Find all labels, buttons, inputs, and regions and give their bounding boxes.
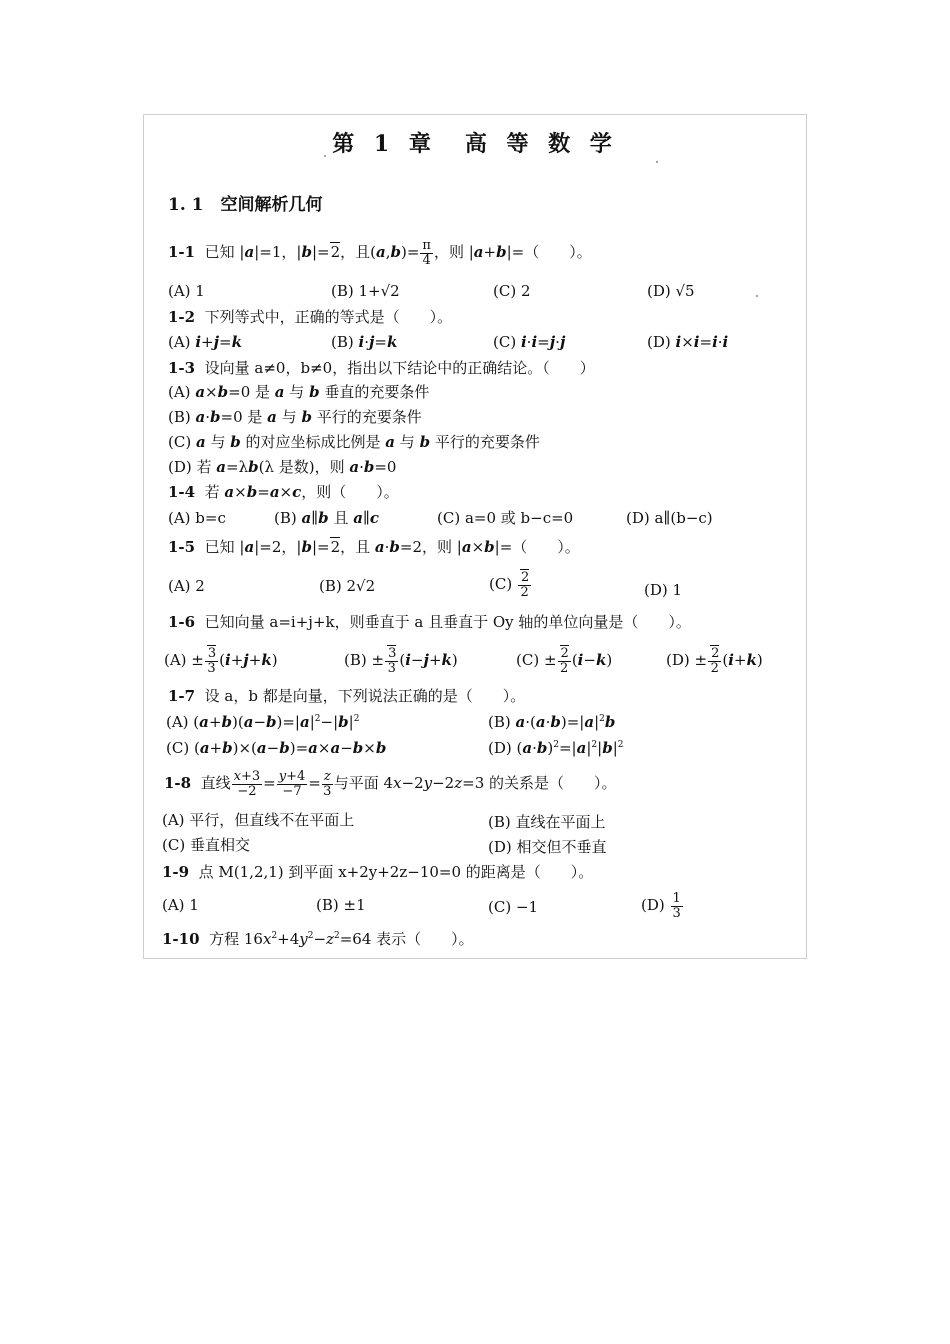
question-stem: 下列等式中，正确的等式是（ ）。 <box>204 308 453 326</box>
option-c: (C) 垂直相交 <box>162 836 250 854</box>
option-d: (D) $\frac{1}{3}$ <box>641 891 681 921</box>
section-title: 1. 1 空间解析几何 <box>168 195 323 215</box>
option-d: (D) $(a\cdot b)^2=|a|^2|b|^2$ <box>488 739 624 757</box>
scan-speck <box>324 155 326 157</box>
question-1-5: 1-5 已知 |a|=2，|b|=2，且 a·b=2，则 |a×b|=（ ）。 <box>168 538 580 556</box>
option-a: (A) ± $\frac{3}{3}$ (i+j+k) <box>164 646 278 676</box>
question-1-4: 1-4 若 a×b=a×c，则（ ）。 <box>168 483 399 501</box>
scan-speck <box>756 295 758 297</box>
option-d: (D) 若 a=λb(λ 是数)，则 a·b=0 <box>168 458 397 476</box>
document-page <box>143 114 807 959</box>
question-number: 1-10 <box>162 930 200 948</box>
option-c: (C) a 与 b 的对应坐标成比例是 a 与 b 平行的充要条件 <box>168 433 540 451</box>
option-b: (B) ±1 <box>316 896 366 914</box>
option-a: (A) 1 <box>168 282 205 300</box>
question-number: 1-4 <box>168 483 196 501</box>
question-1-3 <box>168 361 595 376</box>
option-b: (B) a∥b 且 a∥c <box>274 509 380 527</box>
question-number: 1-5 <box>168 538 196 556</box>
question-stem: 设 a，b 都是向量，下列说法正确的是（ ）。 <box>204 687 526 705</box>
option-b: (B) a·b=0 是 a 与 b 平行的充要条件 <box>168 408 422 426</box>
option-c: (C) −1 <box>488 898 539 916</box>
question-number: 1-2 <box>168 308 196 326</box>
option-a: (A) $(a+b)(a-b)=|a|^2-|b|^2$ <box>166 713 360 731</box>
option-d: (D) 相交但不垂直 <box>488 838 607 856</box>
option-b: (B) i·j=k <box>331 333 398 351</box>
chapter-title: 第 1 章 高 等 数 学 <box>332 131 618 157</box>
option-d: (D) a∥(b−c) <box>626 509 713 527</box>
question-1-10: 1-10 方程 $16x^2+4y^2-z^2=64$ 表示（ ）。 <box>162 930 474 948</box>
option-a: (A) 2 <box>168 577 205 595</box>
option-c: (C) i·i=j·j <box>493 333 566 351</box>
option-b: (B) 2√2 <box>319 577 376 595</box>
option-d: (D) √5 <box>647 282 695 300</box>
option-d: (D) ± $\frac{2}{2}$ (i+k) <box>666 646 763 676</box>
scan-speck <box>656 161 658 163</box>
option-a: (A) b=c <box>168 509 226 527</box>
question-stem: 已知向量 a=i+j+k，则垂直于 a 且垂直于 Oy 轴的单位向量是（ ）。 <box>204 613 691 631</box>
option-c: (C) $\frac{2}{2}$ <box>489 570 530 600</box>
question-number: 1-9 <box>162 863 190 881</box>
option-c: (C) a=0 或 b−c=0 <box>437 509 574 527</box>
option-a: (A) a×b=0 是 a 与 b 垂直的充要条件 <box>168 383 430 401</box>
option-a: (A) 平行，但直线不在平面上 <box>162 811 355 829</box>
question-1-6 <box>168 615 691 630</box>
question-1-9 <box>162 865 593 880</box>
question-stem: 点 M(1,2,1) 到平面 x+2y+2z−10=0 的距离是（ ）。 <box>198 863 594 881</box>
option-a: (A) 1 <box>162 896 199 914</box>
question-number: 1-3 <box>168 359 196 377</box>
option-b: (B) ± $\frac{3}{3}$ (i−j+k) <box>344 646 458 676</box>
question-number: 1-8 <box>164 774 192 793</box>
question-stem: 设向量 a≠0，b≠0，指出以下结论中的正确结论。（ ） <box>204 359 595 377</box>
option-c: (C) ± $\frac{2}{2}$ (i−k) <box>516 646 613 676</box>
option-c: (C) 2 <box>493 282 531 300</box>
option-d: (D) i×i=i·i <box>647 333 729 351</box>
option-b: (B) 直线在平面上 <box>488 813 606 831</box>
option-b: (B) $a\cdot(a\cdot b)=|a|^2b$ <box>488 713 616 731</box>
question-number: 1-1 <box>168 243 196 262</box>
question-1-7 <box>168 689 525 704</box>
option-d: (D) 1 <box>644 581 683 599</box>
question-number: 1-7 <box>168 687 196 705</box>
option-a: (A) i+j=k <box>168 333 243 351</box>
option-b: (B) 1+√2 <box>331 282 400 300</box>
question-1-1: 1-1 已知 |a|=1，|b|=2，且(a,b)= $\frac{\pi}{4}$ ，则 |a+b|=（ ）。 <box>168 238 592 268</box>
option-c: (C) (a+b)×(a−b)=a×a−b×b <box>166 739 387 757</box>
question-number: 1-6 <box>168 613 196 631</box>
question-1-8: 1-8 直线 $\frac{x+3}{-2}$ = $\frac{y+4}{-7}$ = $\frac{z}{3}$ 与平面 4x−2y−2z=3 的关系是（ ）。 <box>164 769 617 799</box>
question-1-2 <box>168 310 452 325</box>
